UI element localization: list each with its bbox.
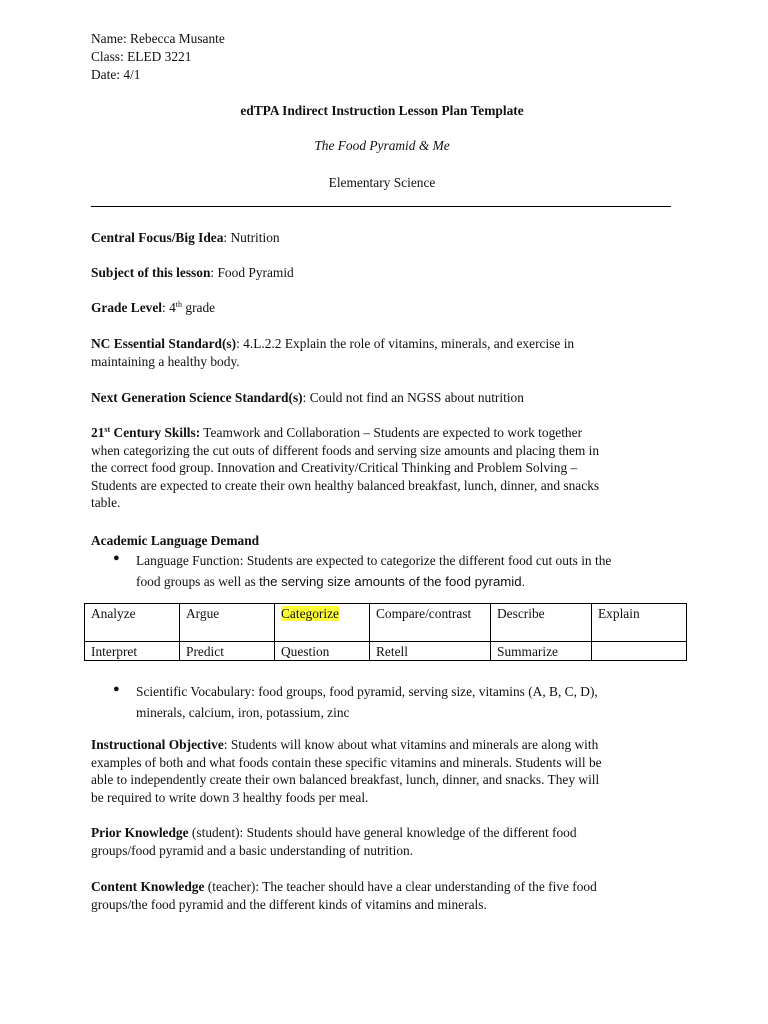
prior-knowledge: Prior Knowledge (student): Students should have general knowledge of the different food groups/food pyramid and a basic understanding of nutrition.	[91, 825, 577, 858]
lesson-title: The Food Pyramid & Me	[314, 138, 450, 153]
table-cell	[275, 604, 370, 642]
instructional-objective: Instructional Objective: Students will know about what vitamins and minerals are along with examples of both and what foods contain these specific vitamins and minerals. Students will be able to independently create their own balanced breakfast, lunch, dinner, and snacks. They will be required to write down 3 healthy foods per meal.	[91, 737, 602, 805]
class-name: Class: ELED 3221	[91, 49, 192, 64]
table-cell: Retell	[370, 642, 491, 661]
table-cell: Interpret	[85, 642, 180, 661]
table-cell: Question	[275, 642, 370, 661]
highlighted-word: Categorize	[281, 606, 339, 621]
ngss-standard: Next Generation Science Standard(s): Could not find an NGSS about nutrition	[91, 390, 524, 405]
table-row	[85, 642, 687, 661]
horizontal-rule	[91, 206, 671, 207]
grade-level: Grade Level: 4th grade	[91, 300, 216, 315]
century-skills: 21st Century Skills: Teamwork and Collaboration – Students are expected to work together when categorizing the cut outs of different foods and serving size amounts and placing them in the correct food group. Innovation and Creativity/Critical Thinking and Problem Solving – Students are expected to create their own healthy balanced breakfast, lunch, dinner, and snacks table.	[91, 425, 600, 510]
table-cell: Analyze	[85, 604, 180, 642]
table-cell: Describe	[491, 604, 592, 642]
table-cell: Argue	[180, 604, 275, 642]
nc-essential-standard: NC Essential Standard(s): 4.L.2.2 Explain the role of vitamins, minerals, and exercise in maintaining a healthy body.	[91, 336, 575, 369]
subject-area: Elementary Science	[328, 175, 436, 190]
bullet-icon: ●	[113, 552, 120, 564]
document-title: edTPA Indirect Instruction Lesson Plan Template	[240, 103, 524, 118]
table-cell: Compare/contrast	[370, 604, 491, 642]
central-focus: Central Focus/Big Idea: Nutrition	[91, 230, 280, 245]
content-knowledge: Content Knowledge (teacher): The teacher should have a clear understanding of the five food groups/the food pyramid and the different kinds of vitamins and minerals.	[91, 879, 597, 912]
table-cell	[592, 642, 687, 661]
student-name: Name: Rebecca Musante	[91, 31, 225, 46]
date: Date: 4/1	[91, 67, 141, 82]
academic-language-heading: Academic Language Demand	[91, 533, 260, 548]
bullet-icon: ●	[113, 683, 120, 695]
document-page: Name: Rebecca Musante Class: ELED 3221 Date: 4/1 edTPA Indirect Instruction Lesson Plan Template The Food Pyramid & Me Elementary Science Central Focus/Big Idea: Nutrition Subject of this lesson: Food Pyramid Grade Level: 4th grade NC Essential Standard(s): 4.L.2.2 Explain the role of vitamins, minerals, and exercise in maintaining a healthy body. Next Generation Science Standard(s): Could not find an NGSS about nutrition 21st Century Skills: Teamwork and Collaboration – Students are expected to work together when categorizing the cut outs of different foods and serving size amounts and placing them in the correct food group. Innovation and Creativity/Critical Thinking and Problem Solving – Students are expected to create their own healthy balanced breakfast, lunch, dinner, and snacks table. Academic Language Demand ● Language Function: Students are expected to categorize the different food cut outs in the food groups as well as the serving size amounts of the food pyramid. Analyze Argue Categorize Compare/contrast Describe Explain Interpret Predict Question Retell Summarize ● Scientific Vocabulary: food groups, food pyramid, serving size, vitamins (A, B, C, D), minerals, calcium, iron, potassium, zinc Instructional Objective: Students will know about what vitamins and minerals are along with examples of both and what foods contain these specific vitamins and minerals. Students will be able to independently create their own balanced breakfast, lunch, dinner, and snacks. They will be required to write down 3 healthy foods per meal. Prior Knowledge (student): Students should have general knowledge of the different food groups/food pyramid and a basic understanding of nutrition. Content Knowledge (teacher): The teacher should have a clear understanding of the five food groups/the food pyramid and the different kinds of vitamins and minerals.	[0, 0, 768, 1024]
table-cell: Summarize	[491, 642, 592, 661]
language-function-table	[84, 603, 687, 661]
table-cell: Explain	[592, 604, 687, 642]
table-row	[85, 604, 687, 642]
subject-of-lesson: Subject of this lesson: Food Pyramid	[91, 265, 294, 280]
table-cell: Predict	[180, 642, 275, 661]
